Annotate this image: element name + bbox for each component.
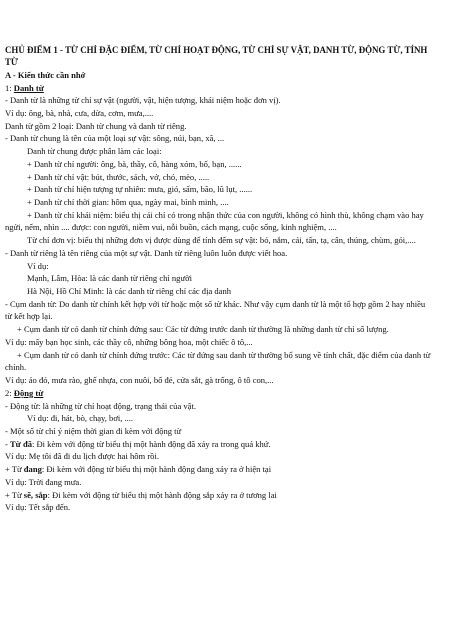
- keyword: Từ đã: [9, 438, 32, 449]
- section-title: Động từ: [13, 387, 44, 398]
- section-number: 2:: [5, 387, 14, 398]
- list-item: + Danh từ chỉ người: ông, bà, thầy, cô, hàng xóm, bố, bạn, ......: [27, 158, 242, 169]
- text-rest: : Đi kèm với động từ biểu thị một hành động sắp xảy ra ở tương lai: [47, 489, 277, 500]
- paragraph: Ví dụ: Trời đang mưa.: [5, 476, 82, 487]
- paragraph: [5, 438, 432, 451]
- text-prefix: + Từ: [5, 489, 24, 500]
- section-title: Danh từ: [13, 82, 44, 93]
- paragraph: - Danh từ riêng là tên riêng của một sự vật. Danh từ riêng luôn luôn được viết hoa.: [5, 247, 288, 258]
- paragraph: Ví dụ: đi, hát, bò, chạy, bơi, ....: [27, 413, 134, 424]
- paragraph: Mạnh, Lâm, Hòa: là các danh từ riêng chỉ người: [27, 273, 192, 284]
- list-item: + Danh từ chỉ khái niệm: biểu thị cái chỉ có trong nhận thức của con người, không có hình thù, không chạm vào hay ngửi, nếm, nhìn .... được: con người, niềm vui, nỗi buồn, cách mạng, cuộc sống, kinh nghiệm, ....: [5, 209, 424, 233]
- text-rest: : Đi kèm với động từ biểu thị một hành động đã xảy ra trong quá khứ.: [31, 438, 271, 449]
- section-heading-a: A - Kiến thức cần nhớ: [5, 69, 86, 80]
- list-item: + Cụm danh từ có danh từ chính đứng trước: Các từ đứng sau danh từ thường bổ sung về tính chất, đặc điểm của danh từ chính.: [5, 349, 431, 373]
- paragraph: Danh từ chung được phân làm các loại:: [27, 146, 162, 157]
- text-rest: : Đi kèm với động từ biểu thị một hành động đang xảy ra ở hiện tại: [41, 464, 272, 475]
- paragraph: Hà Nội, Hồ Chí Minh: là các danh từ riêng chỉ các địa danh: [27, 286, 231, 297]
- keyword: sẽ, sắp: [23, 489, 48, 500]
- paragraph: Ví dụ: áo đỏ, mưa rào, ghế nhựa, con nuôi, bố đẻ, cửa sắt, gà trống, ô tô con,...: [5, 375, 274, 386]
- list-item: + Danh từ chỉ hiện tượng tự nhiên: mưa, gió, sấm, bão, lũ lụt, ......: [27, 184, 253, 195]
- text-prefix: + Từ: [5, 464, 24, 475]
- list-item: + Cụm danh từ có danh từ chính đứng sau: Các từ đứng trước danh từ thường là những danh từ chỉ số lượng.: [17, 324, 389, 335]
- paragraph: Danh từ gồm 2 loại: Danh từ chung và danh từ riêng.: [5, 120, 187, 131]
- paragraph: Từ chỉ đơn vị: biểu thị những đơn vị được dùng để tính đếm sự vật: bó, nắm, cái, tấn, tạ, cân, thúng, chùm, gói,....: [27, 235, 416, 246]
- document-title: CHỦ ĐIỂM 1 - TỪ CHỈ ĐẶC ĐIỂM, TỪ CHỈ HOẠT ĐỘNG, TỪ CHỈ SỰ VẬT, DANH TỪ, ĐỘNG TỪ, TÍNH TỪ: [5, 45, 428, 68]
- paragraph: Ví dụ:: [27, 260, 49, 271]
- paragraph: Ví dụ: Mẹ tôi đã đi du lịch được hai hôm rồi.: [5, 451, 159, 462]
- paragraph: Ví dụ: mấy bạn học sinh, các thầy cô, những bông hoa, một chiếc ô tô,...: [5, 336, 253, 347]
- paragraph: [5, 489, 432, 502]
- paragraph: - Cụm danh từ: Do danh từ chính kết hợp với từ hoặc một số từ khác. Như vậy cụm danh từ là một tổ hợp gồm 2 hay nhiều từ kết hợp lại.: [5, 298, 426, 322]
- paragraph: Ví dụ: Tết sắp đến.: [5, 502, 71, 513]
- paragraph: - Động từ: là những từ chỉ hoạt động, trạng thái của vật.: [5, 400, 196, 411]
- paragraph: Ví dụ: ông, bà, nhà, cưa, dừa, cơm, mưa,....: [5, 107, 154, 118]
- keyword: đang: [23, 464, 42, 475]
- section-heading-1: [5, 82, 432, 95]
- list-item: + Danh từ chỉ vật: bút, thước, sách, vở, chó, mèo, .....: [27, 171, 210, 182]
- list-item: + Danh từ chỉ thời gian: hôm qua, ngày mai, bình minh, ....: [27, 197, 229, 207]
- paragraph: - Danh từ là những từ chỉ sự vật (người, vật, hiện tượng, khái niệm hoặc đơn vị).: [5, 95, 281, 106]
- section-number: 1:: [5, 82, 14, 93]
- paragraph: [5, 463, 432, 476]
- text-prefix: -: [5, 438, 10, 449]
- paragraph: - Danh từ chung là tên của một loại sự vật: sông, núi, bạn, xã, ...: [5, 133, 225, 144]
- section-heading-2: [5, 387, 432, 400]
- paragraph: - Một số từ chỉ ý niệm thời gian đi kèm với động từ: [5, 425, 182, 436]
